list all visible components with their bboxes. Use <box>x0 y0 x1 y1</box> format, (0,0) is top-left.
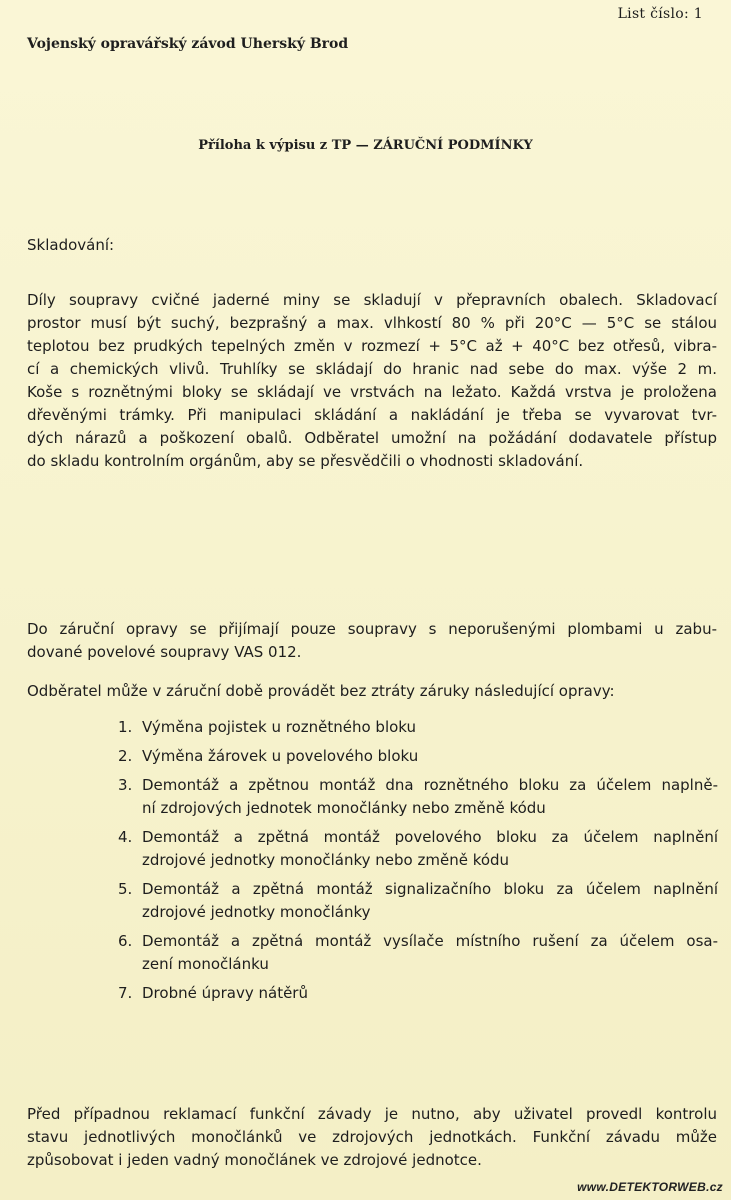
text-line: cí a chemických vlivů. Truhlíky se skládají do hranic nad sebe do max. výše 2 m. <box>27 360 717 378</box>
item-text: zení monočlánku <box>142 955 269 973</box>
repairs-intro <box>27 680 717 703</box>
text-line: Koše s roznětnými bloky se skládají ve vrstvách na ležato. Každá vrstva je proložena <box>27 383 717 401</box>
text-line: Odběratel může v záruční době provádět bez ztráty záruky následující opravy: <box>27 682 615 700</box>
item-text: Demontáž a zpětnou montáž dna roznětného bloku za účelem naplně- <box>142 776 718 794</box>
item-text: ní zdrojových jednotek monočlánky nebo změně kódu <box>142 799 546 817</box>
item-text: zdrojové jednotky monočlánky nebo změně kódu <box>142 851 510 869</box>
item-text: Demontáž a zpětná montáž povelového bloku za účelem naplnění <box>142 828 718 846</box>
list-item <box>118 878 718 924</box>
item-text: Výměna pojistek u roznětného bloku <box>142 718 417 736</box>
text-line: stavu jednotlivých monočlánků ve zdrojových jednotkách. Funkční závadu může <box>27 1128 717 1146</box>
text-line: teplotou bez prudkých tepelných změn v rozmezí + 5°C až + 40°C bez otřesů, vibra- <box>27 337 717 355</box>
list-item <box>118 774 718 820</box>
item-number: 5. <box>118 880 133 898</box>
item-number: 6. <box>118 932 133 950</box>
text-line: dřevěnými trámky. Při manipulaci skládání a nakládání je třeba se vyvarovat tvr- <box>27 406 717 424</box>
warranty-repair-paragraph <box>27 618 717 664</box>
item-number: 7. <box>118 984 133 1002</box>
sheet-number: List číslo: 1 <box>617 6 703 22</box>
text-line: Do záruční opravy se přijímají pouze soupravy s neporušenými plombami u zabu- <box>27 620 717 638</box>
storage-paragraph <box>27 289 717 473</box>
repairs-list <box>118 716 718 1011</box>
list-item <box>118 930 718 976</box>
item-text: Demontáž a zpětná montáž signalizačního bloku za účelem naplnění <box>142 880 718 898</box>
text-line: prostor musí být suchý, bezprašný a max. vlhkostí 80 % při 20°C — 5°C se stálou <box>27 314 717 332</box>
list-item <box>118 716 718 739</box>
item-number: 2. <box>118 747 133 765</box>
watermark-text: www.DETEKTORWEB.cz <box>577 1180 723 1194</box>
list-item <box>118 745 718 768</box>
text-line: způsobovat i jeden vadný monočlánek ve zdrojové jednotce. <box>27 1151 482 1169</box>
item-number: 3. <box>118 776 133 794</box>
text-line: Díly soupravy cvičné jaderné miny se skladují v přepravních obalech. Skladovací <box>27 291 717 309</box>
organization-name: Vojenský opravářský závod Uherský Brod <box>27 36 349 52</box>
item-number: 4. <box>118 828 133 846</box>
text-line: do skladu kontrolním orgánům, aby se přesvědčili o vhodnosti skladování. <box>27 452 584 470</box>
item-number: 1. <box>118 718 133 736</box>
text-line: Před případnou reklamací funkční závady je nutno, aby uživatel provedl kontrolu <box>27 1105 717 1123</box>
list-item <box>118 982 718 1005</box>
text-line: dých nárazů a poškození obalů. Odběratel umožní na požádání dodavatele přístup <box>27 429 717 447</box>
item-text: Výměna žárovek u povelového bloku <box>142 747 419 765</box>
text-line: dované povelové soupravy VAS 012. <box>27 643 302 661</box>
list-item <box>118 826 718 872</box>
item-text: Demontáž a zpětná montáž vysílače místního rušení za účelem osa- <box>142 932 718 950</box>
storage-heading: Skladování: <box>27 236 115 254</box>
complaint-paragraph <box>27 1103 717 1172</box>
document-title: Příloha k výpisu z TP — ZÁRUČNÍ PODMÍNKY <box>198 138 533 153</box>
item-text: Drobné úpravy nátěrů <box>142 984 308 1002</box>
item-text: zdrojové jednotky monočlánky <box>142 903 371 921</box>
